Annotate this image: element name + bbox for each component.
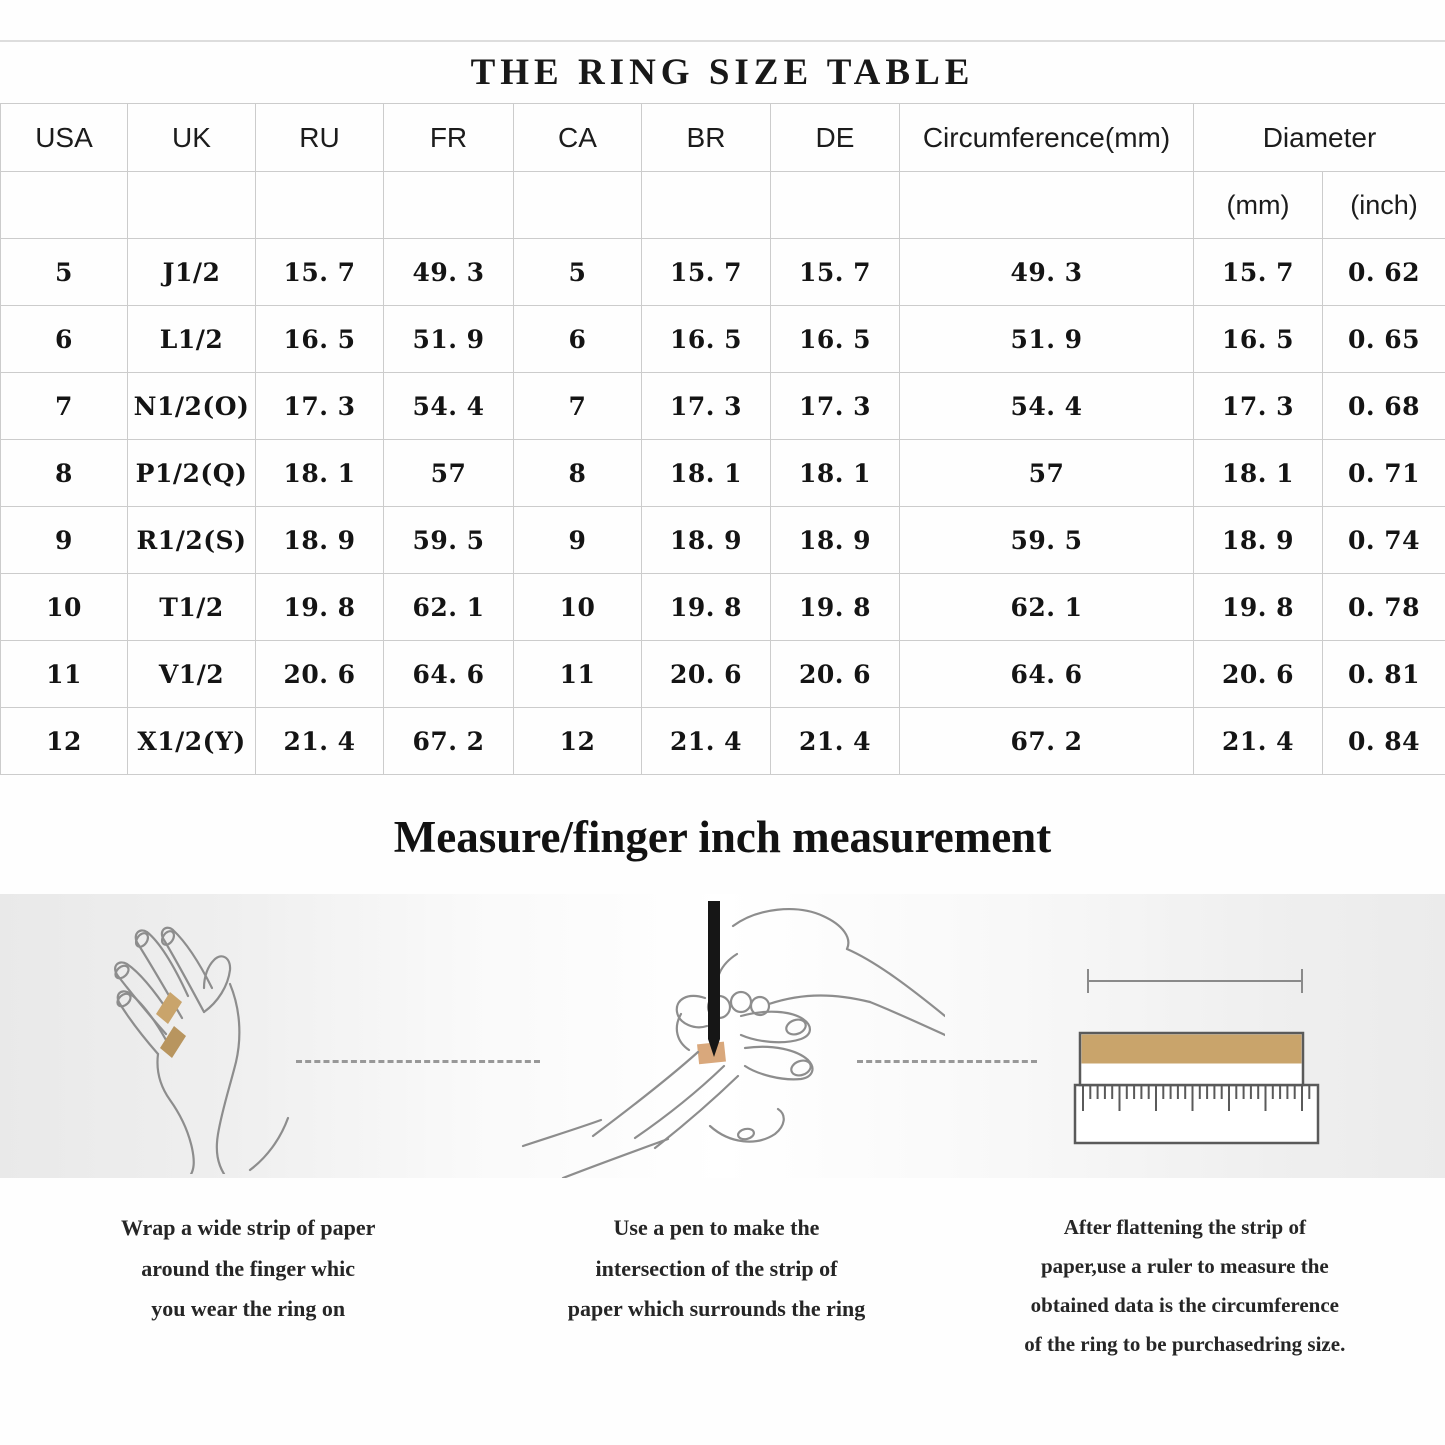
illustration-band (0, 894, 1445, 1178)
table-cell: 59. 5 (900, 507, 1194, 574)
table-row (1, 306, 1445, 373)
subheader-mm: (mm) (1194, 172, 1323, 239)
caption-line: around the finger whic (141, 1255, 356, 1281)
subheader-spacer (771, 172, 900, 239)
table-cell: 57 (384, 440, 514, 507)
ring-size-table (0, 103, 1445, 775)
table-cell: 0. 78 (1323, 574, 1445, 641)
table-cell: 20. 6 (1194, 641, 1323, 708)
table-cell: 67. 2 (900, 708, 1194, 775)
table-cell: 57 (900, 440, 1194, 507)
section-title: Measure/finger inch measurement (393, 812, 1052, 862)
caption-line: Wrap a wide strip of paper (120, 1215, 376, 1240)
table-cell: 54. 4 (900, 373, 1194, 440)
caption-line: After flattening the strip of (1063, 1215, 1306, 1239)
subheader-spacer (642, 172, 771, 239)
table-cell: 12 (1, 708, 128, 775)
table-row (1, 708, 1445, 775)
table-cell: 59. 5 (384, 507, 514, 574)
table-cell: 18. 9 (642, 507, 771, 574)
caption-wrap-strip (0, 1208, 482, 1363)
col-header-usa: USA (1, 104, 128, 172)
caption-line: of the ring to be purchasedring size. (1024, 1331, 1346, 1356)
table-cell: 17. 3 (771, 373, 900, 440)
table-cell: 11 (1, 641, 128, 708)
table-cell: 20. 6 (771, 641, 900, 708)
table-cell: 0. 62 (1323, 239, 1445, 306)
table-cell: 18. 9 (1194, 507, 1323, 574)
table-cell: J1/2 (128, 239, 256, 306)
table-cell: 7 (1, 373, 128, 440)
table-cell: 21. 4 (1194, 708, 1323, 775)
table-cell: 64. 6 (900, 641, 1194, 708)
table-subheader-row (1, 172, 1445, 239)
col-header-circumference: Circumference(mm) (900, 104, 1194, 172)
subheader-spacer (1, 172, 128, 239)
table-cell: L1/2 (128, 306, 256, 373)
table-cell: 16. 5 (256, 306, 384, 373)
table-cell: 49. 3 (900, 239, 1194, 306)
table-cell: 5 (1, 239, 128, 306)
hand-with-paper-strip-icon (58, 914, 308, 1174)
table-cell: 62. 1 (900, 574, 1194, 641)
table-cell: 10 (1, 574, 128, 641)
table-cell: 0. 71 (1323, 440, 1445, 507)
subheader-spacer (900, 172, 1194, 239)
table-cell: 20. 6 (642, 641, 771, 708)
table-cell: 20. 6 (256, 641, 384, 708)
col-header-ca: CA (514, 104, 642, 172)
table-cell: T1/2 (128, 574, 256, 641)
col-header-br: BR (642, 104, 771, 172)
table-cell: 19. 8 (642, 574, 771, 641)
subheader-inch: (inch) (1323, 172, 1445, 239)
table-cell: 0. 65 (1323, 306, 1445, 373)
table-body (1, 239, 1445, 775)
table-cell: 19. 8 (771, 574, 900, 641)
table-cell: 18. 1 (771, 440, 900, 507)
subheader-spacer (384, 172, 514, 239)
table-cell: 17. 3 (256, 373, 384, 440)
caption-ruler-measure (951, 1208, 1445, 1363)
subheader-spacer (514, 172, 642, 239)
table-cell: 15. 7 (256, 239, 384, 306)
table-cell: 16. 5 (1194, 306, 1323, 373)
table-cell: 11 (514, 641, 642, 708)
table-cell: 15. 7 (1194, 239, 1323, 306)
table-cell: R1/2(S) (128, 507, 256, 574)
table-cell: 51. 9 (900, 306, 1194, 373)
table-cell: 67. 2 (384, 708, 514, 775)
table-cell: V1/2 (128, 641, 256, 708)
table-cell: N1/2(O) (128, 373, 256, 440)
subheader-spacer (256, 172, 384, 239)
caption-line: paper,use a ruler to measure the (1040, 1253, 1329, 1278)
page-title: THE RING SIZE TABLE (470, 52, 975, 93)
caption-line: Use a pen to make the (613, 1215, 820, 1240)
table-cell: 6 (514, 306, 642, 373)
ring-size-infographic (0, 40, 1445, 1445)
table-cell: 17. 3 (642, 373, 771, 440)
table-header-row (1, 104, 1445, 172)
table-cell: 15. 7 (771, 239, 900, 306)
subheader-spacer (128, 172, 256, 239)
table-cell: 64. 6 (384, 641, 514, 708)
table-cell: 8 (1, 440, 128, 507)
table-cell: 9 (514, 507, 642, 574)
table-cell: 21. 4 (771, 708, 900, 775)
table-cell: 0. 68 (1323, 373, 1445, 440)
table-cell: 18. 1 (1194, 440, 1323, 507)
col-header-diameter: Diameter (1194, 104, 1445, 172)
col-header-uk: UK (128, 104, 256, 172)
caption-line: intersection of the strip of (595, 1255, 838, 1281)
table-cell: 18. 1 (256, 440, 384, 507)
caption-pen-mark (482, 1208, 950, 1363)
col-header-fr: FR (384, 104, 514, 172)
table-cell: 0. 74 (1323, 507, 1445, 574)
table-cell: 8 (514, 440, 642, 507)
table-cell: 12 (514, 708, 642, 775)
table-row (1, 574, 1445, 641)
table-cell: 0. 81 (1323, 641, 1445, 708)
table-cell: 62. 1 (384, 574, 514, 641)
table-cell: 15. 7 (642, 239, 771, 306)
caption-line: paper which surrounds the ring (567, 1296, 866, 1322)
table-cell: 0. 84 (1323, 708, 1445, 775)
col-header-de: DE (771, 104, 900, 172)
table-row (1, 239, 1445, 306)
table-cell: 16. 5 (771, 306, 900, 373)
table-cell: 17. 3 (1194, 373, 1323, 440)
table-cell: 5 (514, 239, 642, 306)
col-header-ru: RU (256, 104, 384, 172)
table-cell: P1/2(Q) (128, 440, 256, 507)
table-cell: 49. 3 (384, 239, 514, 306)
table-row (1, 641, 1445, 708)
table-cell: 18. 9 (771, 507, 900, 574)
table-cell: 6 (1, 306, 128, 373)
pen-marking-finger-icon (505, 894, 945, 1178)
table-cell: 19. 8 (256, 574, 384, 641)
table-cell: 7 (514, 373, 642, 440)
table-cell: 21. 4 (256, 708, 384, 775)
table-cell: 18. 1 (642, 440, 771, 507)
ruler-measuring-strip-icon (1040, 946, 1370, 1156)
table-cell: 51. 9 (384, 306, 514, 373)
table-row (1, 440, 1445, 507)
table-cell: 54. 4 (384, 373, 514, 440)
dashed-divider (296, 1060, 540, 1063)
table-cell: 18. 9 (256, 507, 384, 574)
table-cell: 9 (1, 507, 128, 574)
table-cell: 19. 8 (1194, 574, 1323, 641)
instruction-captions (0, 1208, 1445, 1363)
table-row (1, 373, 1445, 440)
table-row (1, 507, 1445, 574)
caption-line: you wear the ring on (151, 1296, 346, 1322)
table-cell: 21. 4 (642, 708, 771, 775)
table-cell: X1/2(Y) (128, 708, 256, 775)
table-cell: 16. 5 (642, 306, 771, 373)
table-cell: 10 (514, 574, 642, 641)
caption-line: obtained data is the circumference (1030, 1292, 1339, 1317)
